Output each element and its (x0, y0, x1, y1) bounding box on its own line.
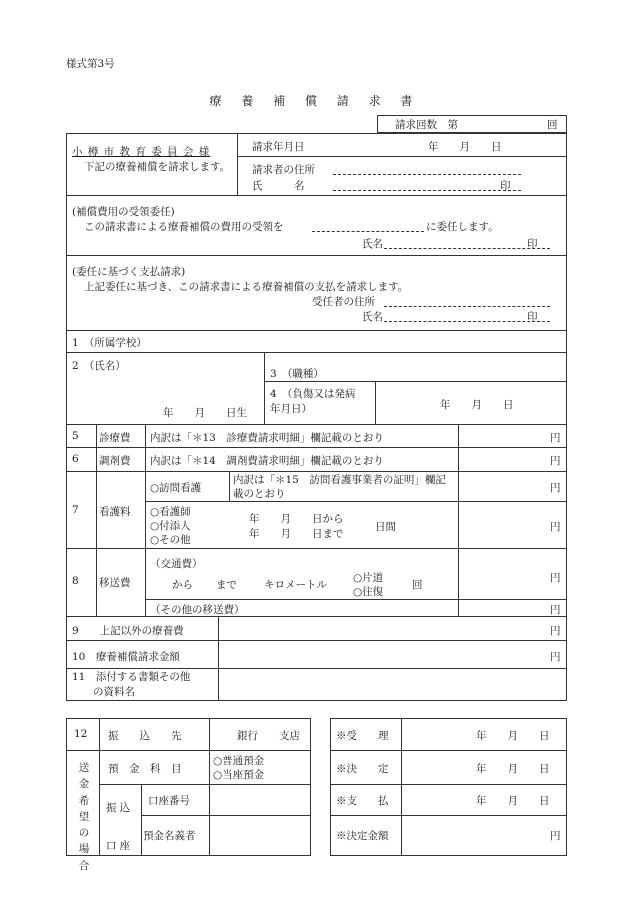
office-paid-date: 年 月 日 (476, 795, 550, 807)
form-number: 様式第3号 (66, 58, 115, 70)
row7-visit-yen: 円 (550, 482, 561, 494)
row5-no: 5 (72, 430, 79, 442)
office-decided-label: ※決 定 (336, 763, 389, 775)
row7-period-to: 年 月 日まで (249, 528, 344, 540)
claim-date-label: 請求年月日 (252, 141, 305, 153)
deposit-type-label: 預 金 科 目 (108, 763, 182, 775)
row8-to: まで (216, 579, 237, 591)
deposit-current: ○当座預金 (213, 769, 265, 781)
addressee: 小 樽 市 教 育 委 員 会 様 (72, 146, 211, 158)
row7-option-other: ○その他 (150, 534, 191, 546)
claimant-address-label: 請求者の住所 (252, 164, 315, 176)
row7-option-attendant: ○付添人 (150, 520, 191, 532)
row6-detail: 内訳は「＊14 調剤費請求明細」欄記載のとおり (150, 455, 384, 467)
row6-label: 調剤費 (99, 455, 131, 467)
transfer-to-label: 振 込 先 (108, 730, 182, 742)
account-group-label: 振込口座 (106, 802, 133, 852)
row8-no: 8 (72, 575, 79, 587)
row7-days: 日間 (375, 521, 396, 533)
claim-count-unit: 回 (547, 119, 558, 131)
row6-no: 6 (72, 453, 79, 465)
account-holder-label: 預金名義者 (143, 830, 196, 842)
row9-label: 9 上記以外の療養費 (72, 625, 184, 637)
row-injury-date-label: 4 （負傷又は発病 年月日） (270, 388, 356, 416)
row5-detail: 内訳は「＊13 診療費請求明細」欄記載のとおり (150, 432, 384, 444)
addressee-note: 下記の療養補償を請求します。 (84, 161, 231, 173)
bank-branch: 銀行 支店 (237, 730, 300, 742)
row5-yen: 円 (550, 432, 561, 444)
row10-yen: 円 (550, 651, 561, 663)
row8-km: キロメートル (264, 579, 327, 591)
account-number-label: 口座番号 (148, 795, 190, 807)
row8-traffic-heading: （交通費） (150, 558, 203, 570)
row-injury-date: 年 月 日 (440, 399, 514, 411)
row8-other-yen: 円 (550, 604, 561, 616)
deposit-ordinary: ○普通預金 (213, 755, 265, 767)
row7-yen: 円 (550, 521, 561, 533)
row-school: 1 （所属学校） (72, 337, 147, 349)
row8-roundtrip: ○往復 (353, 586, 384, 598)
row-birthdate: 年 月 日生 (163, 407, 247, 419)
office-received-date: 年 月 日 (476, 730, 550, 742)
delegation-heading: (補償費用の受領委任) (72, 206, 175, 218)
row-occupation: 3 （職種） (270, 368, 324, 380)
row7-label: 看護料 (99, 506, 131, 518)
claim-count-label: 請求回数 第 (395, 119, 458, 131)
delegate-name-label: 氏名 (362, 311, 383, 323)
claim-date-units: 年 月 日 (428, 141, 502, 153)
row8-from: から (172, 579, 193, 591)
delegate-seal: 印 (527, 311, 538, 323)
row7-no: 7 (72, 504, 79, 516)
claimant-name-label: 氏 名 (252, 180, 305, 192)
claimant-seal: 印 (500, 180, 511, 192)
office-decided-date: 年 月 日 (476, 763, 550, 775)
row8-label: 移送費 (99, 577, 131, 589)
delegated-claim-heading: (委任に基づく支払請求) (72, 266, 186, 278)
delegation-name-label: 氏名 (362, 238, 383, 250)
row-name: 2 （氏名） (72, 360, 126, 372)
office-paid-label: ※支 払 (336, 795, 389, 807)
row8-times: 回 (412, 579, 423, 591)
office-received-label: ※受 理 (336, 730, 389, 742)
office-decided-amount-label: ※決定金額 (336, 830, 389, 842)
row8-other-transport: （その他の移送費） (150, 604, 245, 616)
row7-period-from: 年 月 日から (249, 513, 344, 525)
delegation-text-before: この請求書による療養補償の費用の受領を (84, 221, 284, 233)
row7-visit-nursing: ○訪問看護 (150, 482, 202, 494)
row7-option-nurse: ○看護師 (150, 506, 191, 518)
delegated-claim-text: 上記委任に基づき、この請求書による療養補償の支払を請求します。 (84, 281, 409, 293)
payment-vertical-label: 送金希望の場合 (78, 762, 90, 872)
delegate-address-label: 受任者の住所 (312, 296, 375, 308)
row6-yen: 円 (550, 455, 561, 467)
row9-yen: 円 (550, 625, 561, 637)
delegation-text-after: に委任します。 (426, 221, 499, 233)
row5-label: 診療費 (99, 432, 131, 444)
payment-no: 12 (74, 728, 88, 740)
office-decided-amount-yen: 円 (550, 830, 561, 842)
row11-label: 11 添付する書類その他 の資料名 (72, 671, 191, 698)
row10-label: 10 療養補償請求金額 (72, 651, 180, 663)
row8-oneway: ○片道 (353, 572, 384, 584)
row8-traffic-yen: 円 (550, 572, 561, 584)
row7-visit-detail: 内訳は「＊15 訪問看護事業者の証明」欄記載のとおり (233, 474, 446, 500)
delegation-seal: 印 (527, 238, 538, 250)
document-title: 療 養 補 償 請 求 書 (209, 94, 421, 108)
